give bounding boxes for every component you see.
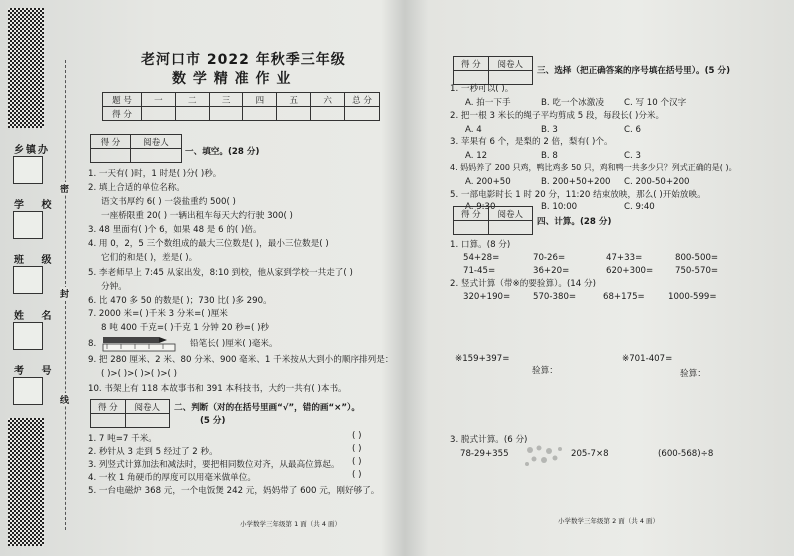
class-box[interactable] (13, 266, 43, 294)
pencil-ruler-figure (101, 333, 191, 353)
s3-q4-opt-c[interactable]: C. 200-50+200 (624, 177, 690, 187)
grader-score-label: 得 分 (91, 135, 131, 149)
grader-reviewer-cell[interactable] (130, 149, 181, 163)
oral-1-3: 47+33= (606, 253, 643, 263)
s2-line-1: 1. 7 吨=7 千米。 (88, 434, 157, 444)
grader-score-label: 得 分 (454, 207, 489, 221)
vertical-4: 1000-599= (668, 292, 717, 302)
grader-score-cell[interactable] (454, 71, 489, 85)
s2-answer-2[interactable]: ( ) (352, 444, 362, 454)
s2-line-4: 4. 一枚 1 角硬币的厚度可以用毫米做单位。 (88, 473, 256, 483)
grader-reviewer-label: 阅卷人 (488, 207, 532, 221)
mixed-1: 78-29+355 (460, 449, 509, 459)
score-cell[interactable] (345, 107, 380, 121)
s1-line-7: 它们的和是( )，差是( )。 (101, 253, 198, 263)
margin-label-id: 考 号 (14, 366, 59, 377)
s2-line-3: 3. 列竖式计算加法和减法时，要把相同数位对齐，从最高位算起。 (88, 460, 340, 470)
s4-part3-title: 3. 脱式计算。(6 分) (450, 435, 528, 445)
score-cell[interactable] (311, 107, 345, 121)
section3-title: 三、选择（把正确答案的序号填在括号里）。(5 分) (537, 66, 730, 76)
seal-char-xian: 线 (60, 393, 69, 406)
exam-title-line1: 老河口市 2022 年秋季三年级 (141, 52, 346, 68)
section4-title: 四、计算。(28 分) (537, 217, 612, 227)
s3-q1-opt-a[interactable]: A. 拍一下手 (465, 98, 511, 108)
s3-q2-opt-c[interactable]: C. 6 (624, 125, 641, 135)
town-box[interactable] (13, 156, 43, 184)
vertical-check-1: ※159+397= (455, 354, 510, 364)
ink-smudge-decoration (522, 440, 566, 470)
grader-reviewer-label: 阅卷人 (488, 57, 532, 71)
seal-char-mi: 密 (60, 182, 69, 195)
s3-q4-opt-a[interactable]: A. 200+50 (465, 177, 511, 187)
grader-score-cell[interactable] (91, 414, 126, 428)
vertical-2: 570-380= (533, 292, 577, 302)
margin-label-name: 姓 名 (14, 311, 59, 322)
grader-reviewer-cell[interactable] (488, 221, 532, 235)
grader-score-cell[interactable] (454, 221, 489, 235)
name-box[interactable] (13, 322, 43, 350)
id-box[interactable] (13, 377, 43, 405)
s3-q4: 4. 妈妈养了 200 只鸡，鸭比鸡多 50 只，鸡和鸭一共多少只？列式正确的是( )。 (450, 163, 737, 172)
s1-line-5: 3. 48 里面有( )个 6，如果 48 是 6 的( )倍。 (88, 225, 262, 235)
score-cell[interactable] (175, 107, 209, 121)
score-col-label: 题 号 (103, 93, 142, 107)
footer-left: 小学数学三年级第 1 面（共 4 面） (240, 520, 342, 528)
grader-reviewer-label: 阅卷人 (125, 400, 169, 414)
oral-2-3: 620+300= (606, 266, 654, 276)
grader-box-1 (90, 134, 182, 163)
s1-line-2: 2. 填上合适的单位名称。 (88, 183, 185, 193)
vertical-3: 68+175= (603, 292, 645, 302)
s4-part2-title: 2. 竖式计算（带※的要验算）。(14 分) (450, 279, 596, 289)
grader-reviewer-label: 阅卷人 (130, 135, 181, 149)
s1-line-9: 分钟。 (101, 282, 127, 292)
s3-q4-opt-b[interactable]: B. 200+50+200 (541, 177, 611, 187)
s3-q1-opt-c[interactable]: C. 写 10 个汉字 (624, 98, 687, 108)
oral-1-2: 70-26= (533, 253, 566, 263)
s4-part1-title: 1. 口算。(8 分) (450, 240, 511, 250)
checker-pattern-top (8, 8, 44, 128)
s3-q1-opt-b[interactable]: B. 吃一个冰激凌 (541, 98, 604, 108)
s3-q3-opt-a[interactable]: A. 12 (465, 151, 488, 161)
vertical-check-2: ※701-407= (622, 354, 673, 364)
s3-q3: 3. 苹果有 6 个，是梨的 2 倍，梨有( )个。 (450, 137, 613, 147)
mixed-2: 205-7×8 (571, 449, 609, 459)
s1-line-17: 10. 书架上有 118 本故事书和 391 本科技书，大约一共有( )本书。 (88, 384, 347, 394)
oral-2-1: 71-45= (463, 266, 496, 276)
score-col-6: 六 (311, 93, 345, 107)
section2-points: (5 分) (200, 416, 226, 426)
school-box[interactable] (13, 211, 43, 239)
margin-label-town: 乡镇办 (14, 145, 50, 156)
grader-reviewer-cell[interactable] (488, 71, 532, 85)
s2-line-2: 2. 秒针从 3 走到 5 经过了 2 秒。 (88, 447, 218, 457)
s3-q5: 5. 一部电影时长 1 时 20 分，11:20 结束放映，那么( )开始放映。 (450, 190, 706, 200)
score-col-1: 一 (142, 93, 176, 107)
section2-title: 二、判断（对的在括号里画“√”，错的画“×”）。 (174, 403, 360, 413)
s3-q3-opt-c[interactable]: C. 3 (624, 151, 641, 161)
grader-box-2 (90, 399, 170, 428)
s3-q1: 1. 一秒可以( )。 (450, 84, 514, 94)
checker-pattern-bottom (8, 418, 44, 546)
mixed-3: (600-568)÷8 (658, 449, 714, 459)
score-table (102, 92, 380, 121)
s3-q2-opt-a[interactable]: A. 4 (465, 125, 482, 135)
grader-score-cell[interactable] (91, 149, 131, 163)
s3-q5-opt-c[interactable]: C. 9:40 (624, 202, 655, 212)
s2-answer-3[interactable]: ( ) (352, 457, 362, 467)
check-label-2: 验算： (680, 369, 706, 379)
grader-box-3 (453, 56, 533, 85)
s1-line-6: 4. 用 0，2，5 三个数组成的最大三位数是( )，最小三位数是( ) (88, 239, 329, 249)
s3-q5-opt-b[interactable]: B. 10:00 (541, 202, 578, 212)
score-cell[interactable] (142, 107, 176, 121)
score-col-5: 五 (277, 93, 311, 107)
s3-q2: 2. 把一根 3 米长的绳子平均剪成 5 段，每段长( )分米。 (450, 111, 665, 121)
score-col-total: 总 分 (345, 93, 380, 107)
s3-q2-opt-b[interactable]: B. 3 (541, 125, 558, 135)
s1-line-4: 一座桥限重 20( ) 一辆出租车每天大约行驶 300( ) (101, 211, 293, 221)
s1-line-1: 1. 一天有( )时，1 时是( )分( )秒。 (88, 169, 222, 179)
check-label-1: 验算： (532, 366, 558, 376)
score-col-2: 二 (175, 93, 209, 107)
s1-line-11: 7. 2000 米=( )千米 3 分米=( )厘米 (88, 309, 228, 319)
s2-answer-4[interactable]: ( ) (352, 470, 362, 480)
s3-q3-opt-b[interactable]: B. 8 (541, 151, 558, 161)
s2-line-5: 5. 一台电磁炉 368 元，一个电饭煲 242 元，妈妈带了 600 元，刚好够了。 (88, 486, 380, 496)
margin-label-school: 学 校 (14, 200, 59, 211)
score-col-4: 四 (243, 93, 277, 107)
score-col-3: 三 (209, 93, 243, 107)
score-cell[interactable] (277, 107, 311, 121)
section1-title: 一、填空。(28 分) (185, 147, 260, 157)
exam-title-line2: 数 学 精 准 作 业 (172, 71, 292, 87)
s1-line-3: 语文书厚约 6( ) 一袋盐重约 500( ) (101, 197, 236, 207)
oral-2-2: 36+20= (533, 266, 570, 276)
s1-line-14: 铅笔长( )厘米( )毫米。 (190, 339, 278, 349)
s1-line-12: 8 吨 400 千克=( )千克 1 分钟 20 秒=( )秒 (101, 323, 270, 333)
grader-score-label: 得 分 (454, 57, 489, 71)
s1-line-8: 5. 李老师早上 7:45 从家出发，8:10 到校，他从家到学校一共走了( ) (88, 268, 353, 278)
vertical-1: 320+190= (463, 292, 511, 302)
s1-line-16: ( )>( )>( )>( )>( ) (101, 369, 177, 379)
score-row-label: 得 分 (103, 107, 142, 121)
score-cell[interactable] (209, 107, 243, 121)
grader-score-label: 得 分 (91, 400, 126, 414)
oral-1-1: 54+28= (463, 253, 500, 263)
grader-reviewer-cell[interactable] (125, 414, 169, 428)
s1-line-15: 9. 把 280 厘米、2 米、80 分米、900 毫米、1 千米按从大到小的顺序排列是： (88, 355, 394, 365)
oral-2-4: 750-570= (675, 266, 719, 276)
s2-answer-1[interactable]: ( ) (352, 431, 362, 441)
grader-box-4 (453, 206, 533, 235)
footer-right: 小学数学三年级第 2 面（共 4 面） (558, 517, 660, 525)
oral-1-4: 800-500= (675, 253, 719, 263)
s3-q5-opt-a[interactable]: A. 9:30 (465, 202, 496, 212)
s1-line-10: 6. 比 470 多 50 的数是( )；730 比( )多 290。 (88, 296, 272, 306)
margin-label-class: 班 级 (14, 255, 59, 266)
s1-line-13: 8. (88, 339, 97, 349)
score-cell[interactable] (243, 107, 277, 121)
seal-char-feng: 封 (60, 287, 69, 300)
